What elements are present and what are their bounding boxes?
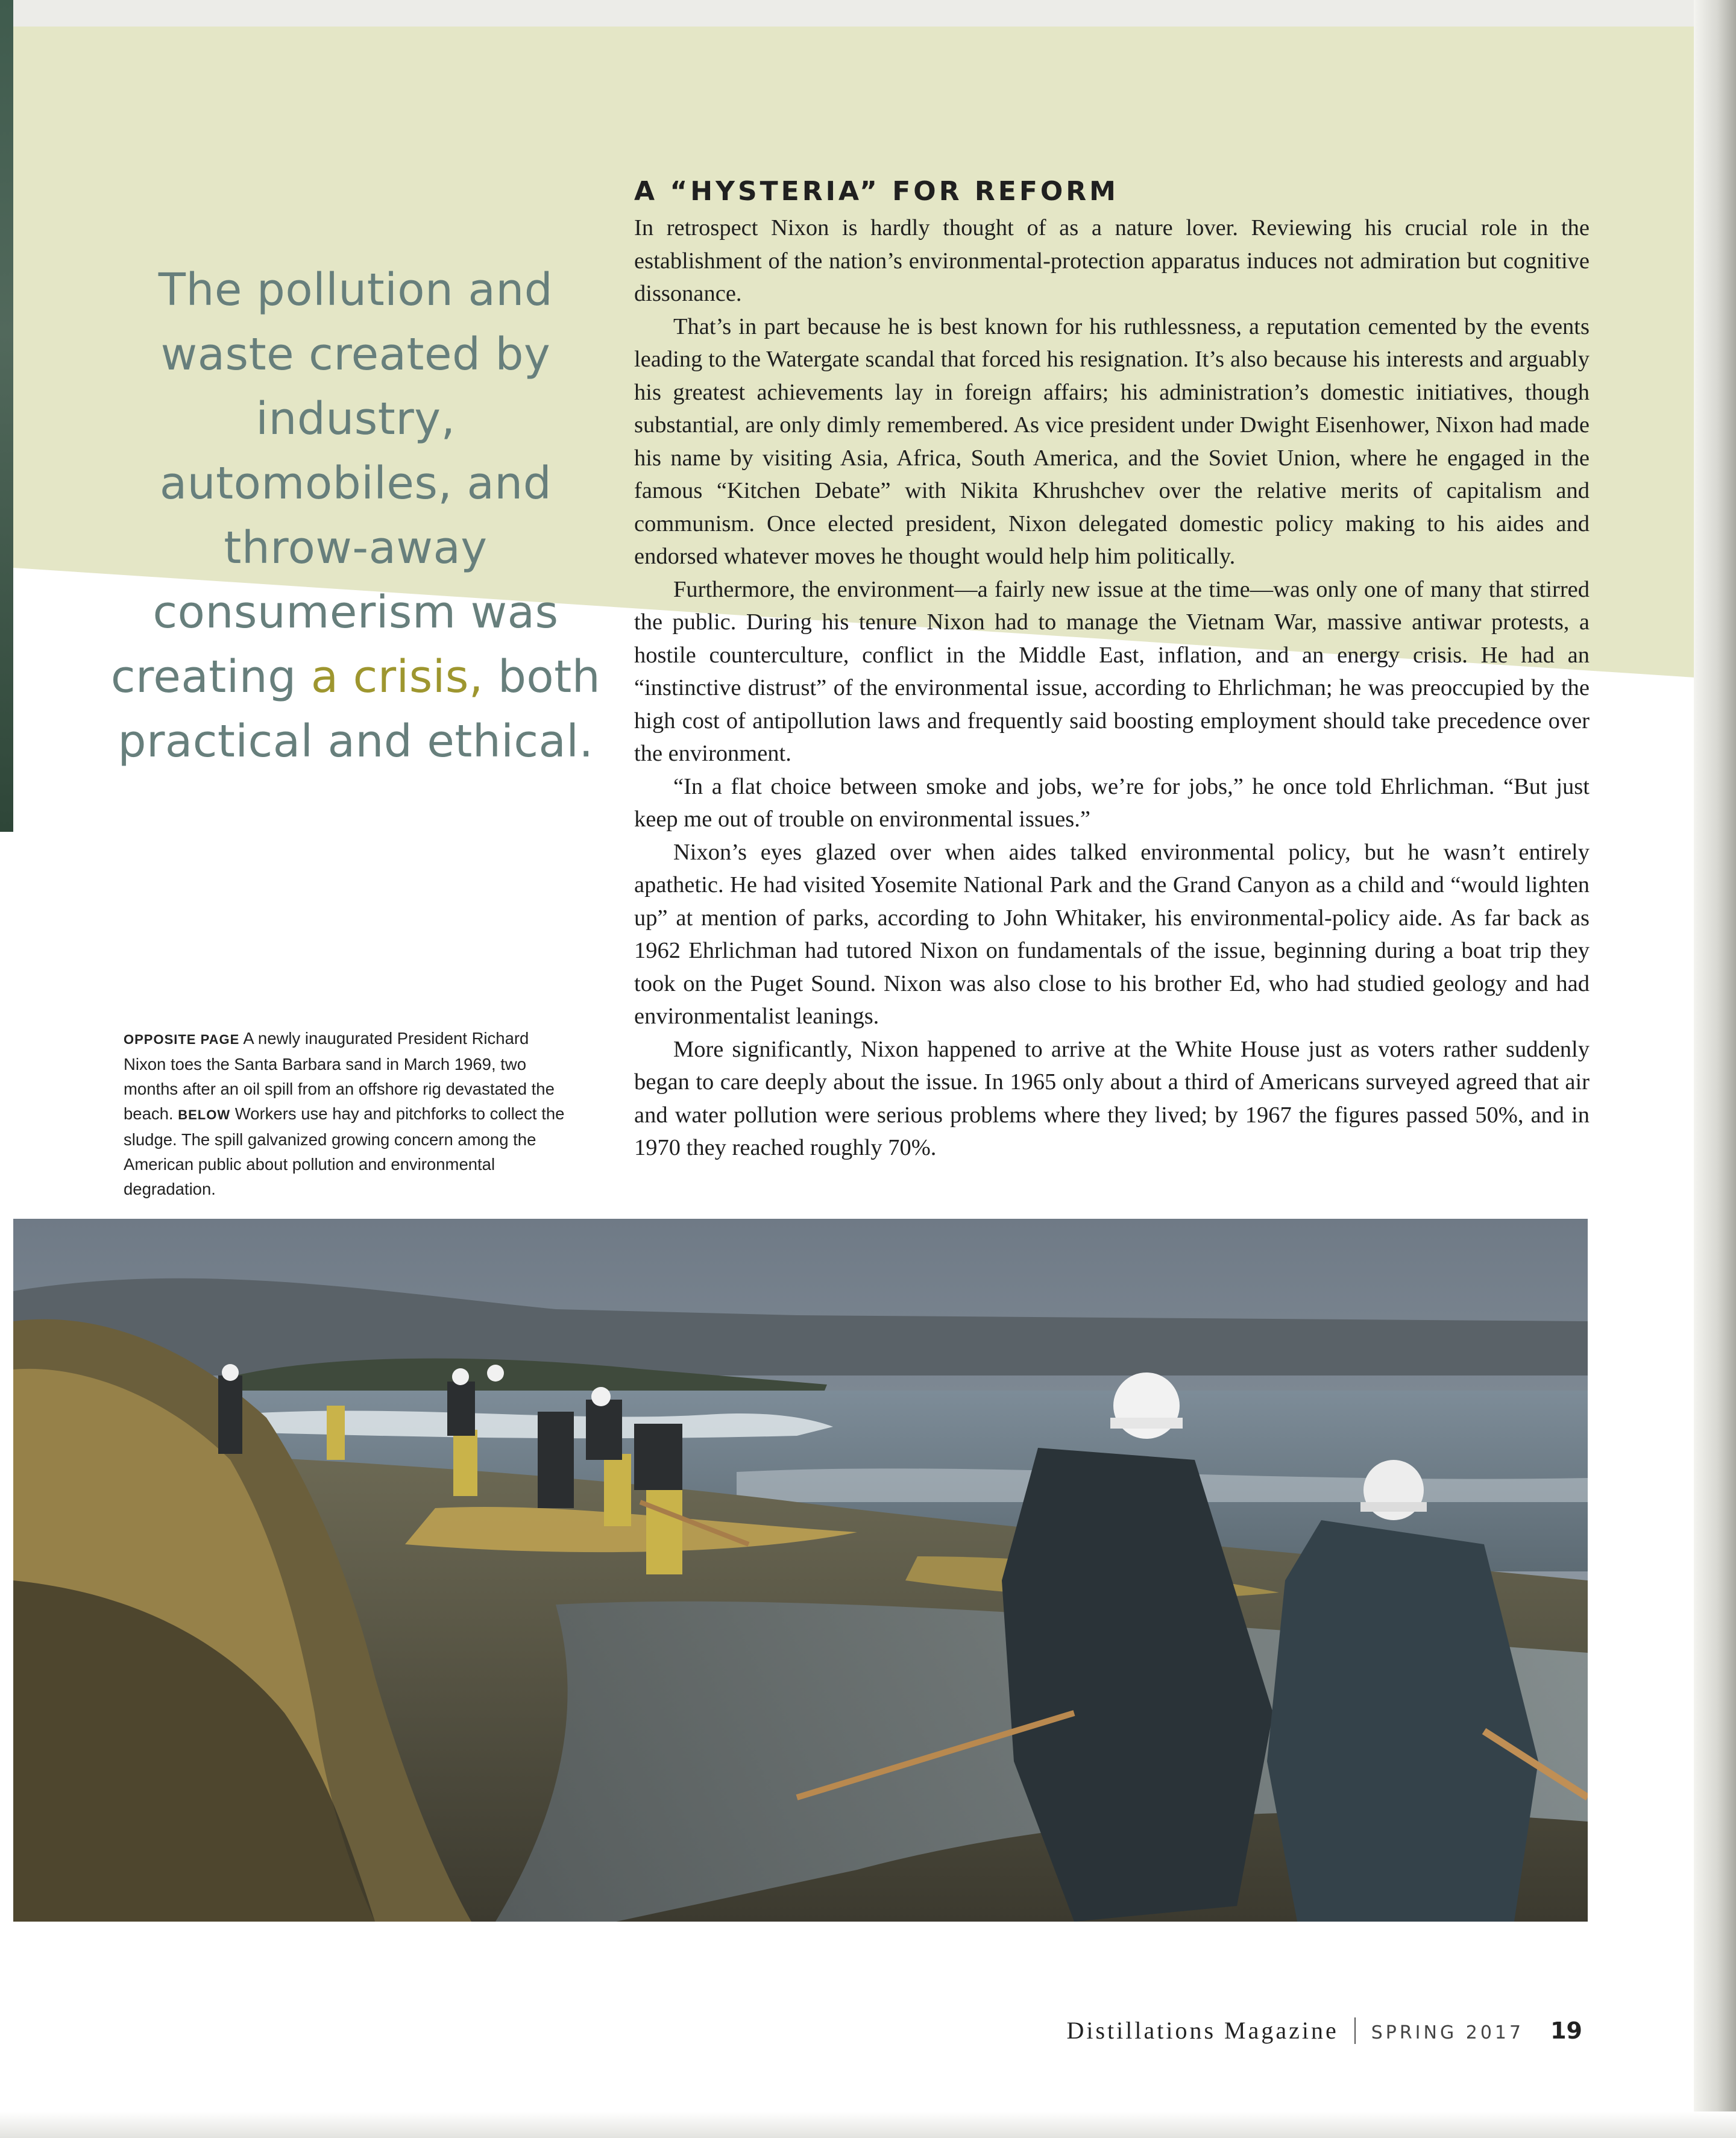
scan-top-edge: [0, 0, 1736, 27]
caption-text: A newly inaugurated President Richard Nixon toes the Santa Barbara sand in March 1969, two months after an oil spill from an offshore rig devastated the beach.: [124, 1029, 555, 1123]
caption-text-below: Workers use hay and pitchforks to collect the sludge. The spill galvanized growing concern among the American public about pollution and environmental degradation.: [124, 1104, 565, 1198]
paragraph: Nixon’s eyes glazed over when aides talked environmental policy, but he wasn’t entirely apathetic. He had visited Yosemite National Park and the Grand Canyon as a child and “would lighten up” at mention of parks, according to John Whitaker, his environmental-policy aide. As far back as 1962 Ehrlichman had tutored Nixon on fundamentals of the issue, beginning during a boat trip they took on the Puget Sound. Nixon was also close to his brother Ed, who had studied geology and had environmentalist leanings.: [634, 839, 1590, 1029]
issue-label: SPRING 2017: [1371, 2022, 1524, 2043]
caption-label-below: BELOW: [178, 1107, 231, 1122]
caption-label-opposite: OPPOSITE PAGE: [124, 1032, 240, 1047]
scan-bottom-edge: [0, 2111, 1736, 2138]
article: [634, 176, 1590, 1165]
scan-left-edge: [0, 0, 13, 832]
magazine-name: Distillations Magazine: [1066, 2017, 1339, 2044]
paragraph: In retrospect Nixon is hardly thought of as a nature lover. Reviewing his crucial role in the establishment of the nation’s environmental-protection apparatus induces not admiration but cognitive dissonance.: [634, 215, 1590, 306]
page-number: 19: [1550, 2017, 1582, 2044]
footer-divider: [1354, 2017, 1356, 2044]
paragraph: That’s in part because he is best known for his ruthlessness, a reputation cemented by the events leading to the Watergate scandal that forced his resignation. It’s also because his interests and arguably his greatest achievements lay in foreign affairs; his administration’s domestic initiatives, though substantial, are only dimly remembered. As vice president under Dwight Eisenhower, Nixon had made his name by visiting Asia, Africa, South America, and the Soviet Union, where he engaged in the famous “Kitchen Debate” with Nikita Khrushchev over the relative merits of capitalism and communism. Once elected president, Nixon delegated domestic policy making to his aides and endorsed whatever moves he thought would help him politically.: [634, 313, 1590, 569]
paragraph: Furthermore, the environment—a fairly new issue at the time—was only one of many that stirred the public. During his tenure Nixon had to manage the Vietnam War, massive antiwar protests, a hostile counterculture, conflict in the Middle East, inflation, and an energy crisis. He had an “instinctive distrust” of the environmental issue, according to Ehrlichman; he was preoccupied by the high cost of antipollution laws and frequently said boosting employment should take precedence over the environment.: [634, 576, 1590, 766]
pull-quote-text-end: both practical and ethical.: [118, 651, 601, 767]
scan-right-edge: [1694, 0, 1736, 2138]
oil-spill-cleanup-photo: [13, 1219, 1588, 1922]
pull-quote: [108, 258, 603, 774]
pull-quote-highlight: a crisis,: [310, 651, 483, 703]
section-headline: A “HYSTERIA” FOR REFORM: [634, 176, 1119, 207]
paragraph: More significantly, Nixon happened to arrive at the White House just as voters rather suddenly began to care deeply about the issue. In 1965 only about a third of Americans surveyed agreed that air and water pollution were serious problems where they lived; by 1967 the figures passed 50%, and in 1970 they reached roughly 70%.: [634, 1036, 1590, 1160]
beach-cleanup-image: [13, 1219, 1588, 1922]
paragraph: “In a flat choice between smoke and jobs, we’re for jobs,” he once told Ehrlichman. “But just keep me out of trouble on environmental issues.”: [634, 773, 1590, 832]
photo-caption: [124, 1026, 570, 1201]
page-footer: [1066, 2016, 1582, 2045]
pull-quote-text: The pollution and waste created by industry, automobiles, and throw-away consumerism was creating: [110, 264, 559, 703]
